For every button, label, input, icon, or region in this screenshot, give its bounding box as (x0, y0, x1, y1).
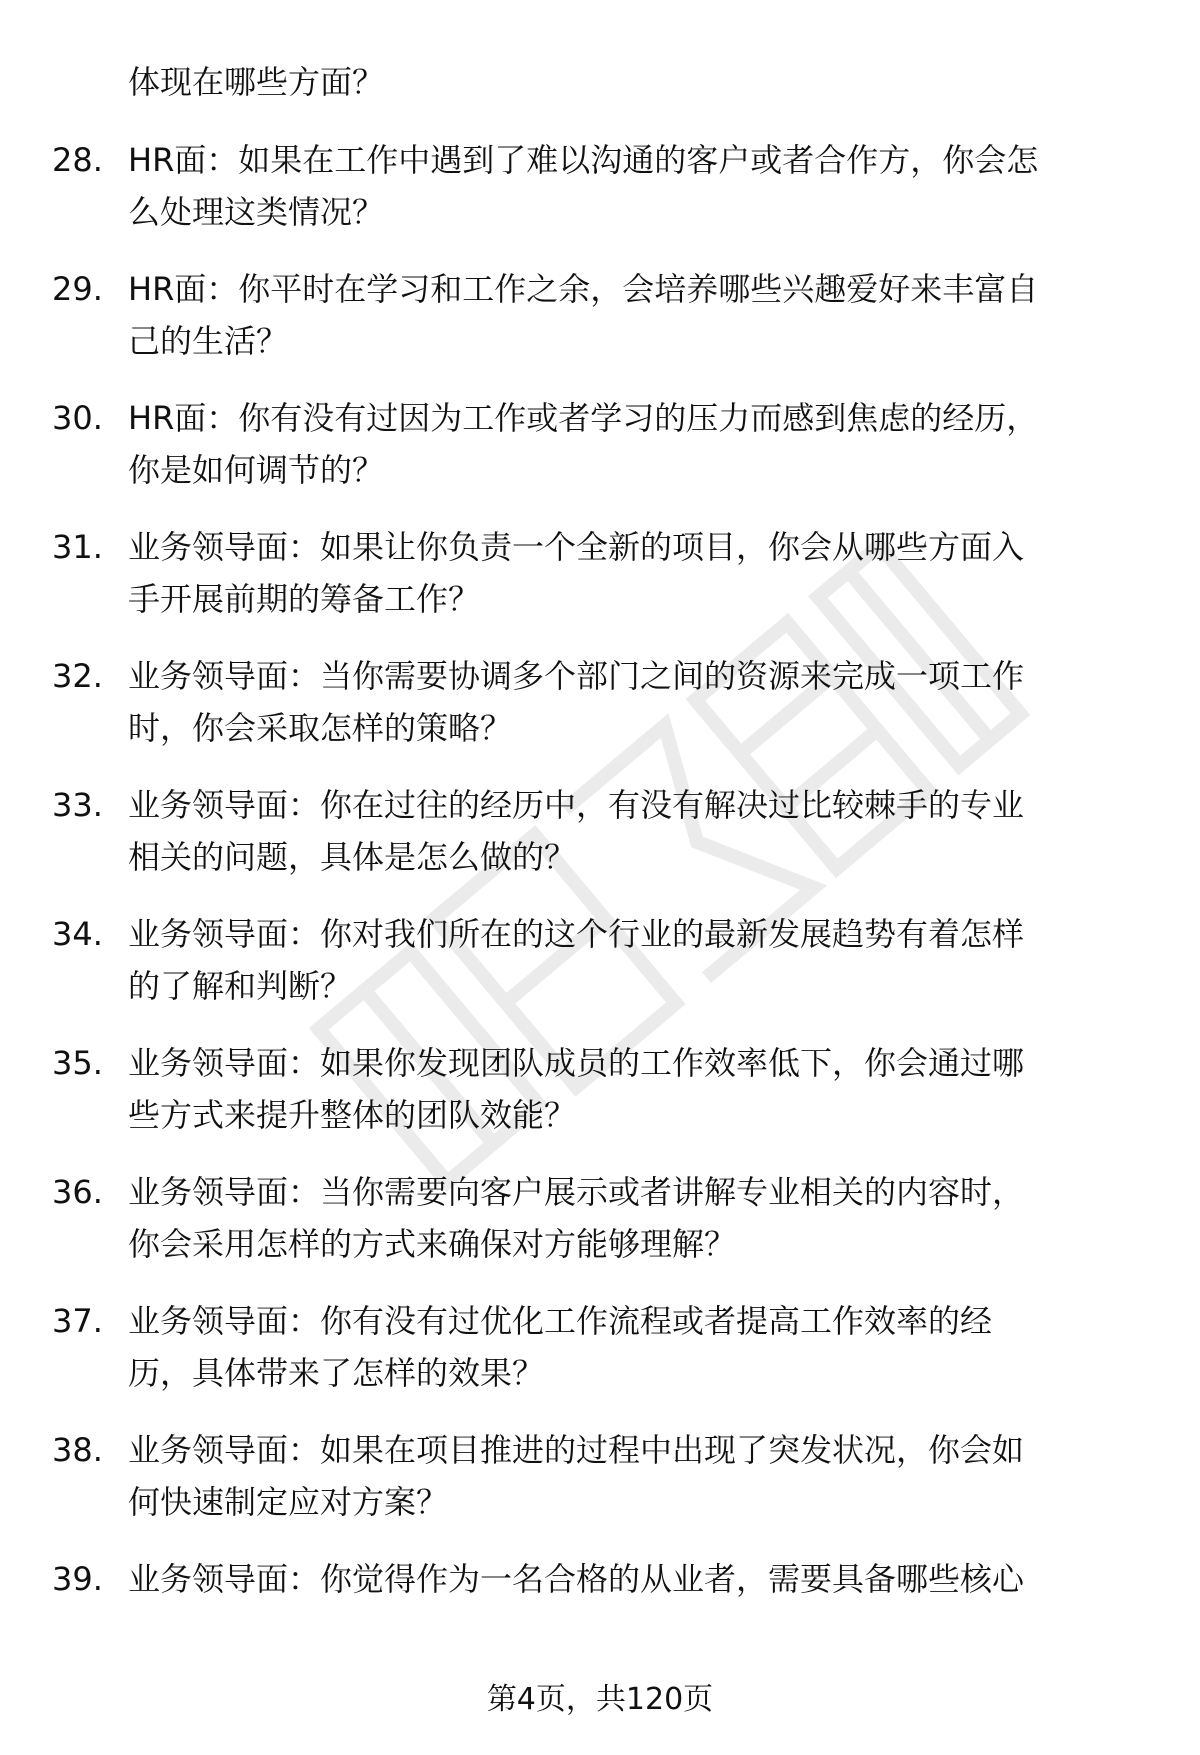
question-item (0, 1295, 1200, 1424)
question-text (128, 779, 1158, 883)
question-line: 么处理这类情况？ (128, 193, 385, 231)
question-item (0, 650, 1200, 779)
question-text (128, 1037, 1158, 1141)
question-line: 你会采用怎样的方式来确保对方能够理解？ (128, 1225, 737, 1263)
question-text (128, 392, 1158, 496)
question-item (0, 779, 1200, 908)
question-line: 业务领导面：当你需要向客户展示或者讲解专业相关的内容时， (128, 1173, 1025, 1211)
question-line: HR面：你有没有过因为工作或者学习的压力而感到焦虑的经历， (128, 399, 1039, 437)
question-line: 业务领导面：当你需要协调多个部门之间的资源来完成一项工作 (128, 657, 1025, 695)
question-line: 业务领导面：你在过往的经历中，有没有解决过比较棘手的专业 (128, 786, 1025, 824)
question-number: 35. (52, 1044, 103, 1082)
question-text (128, 650, 1158, 754)
question-text (128, 521, 1158, 625)
question-line: 的了解和判断？ (128, 967, 353, 1005)
question-item (0, 263, 1200, 392)
question-number: 33. (52, 786, 103, 824)
question-line: 己的生活？ (128, 322, 289, 360)
question-item (0, 521, 1200, 650)
question-line: 些方式来提升整体的团队效能？ (128, 1096, 577, 1134)
question-number: 39. (52, 1560, 103, 1598)
question-line: 何快速制定应对方案？ (128, 1483, 449, 1521)
question-item (0, 1037, 1200, 1166)
question-line: 业务领导面：你觉得作为一名合格的从业者，需要具备哪些核心 (128, 1560, 1025, 1598)
question-text (128, 1553, 1158, 1605)
question-text (128, 1166, 1158, 1270)
page-footer: 第4页，共120页 (486, 1682, 714, 1717)
question-text (128, 1424, 1158, 1528)
question-list (0, 134, 1200, 1682)
question-number: 38. (52, 1431, 103, 1469)
continuation-text: 体现在哪些方面？ (128, 63, 385, 101)
question-line: 手开展前期的筹备工作？ (128, 580, 481, 618)
question-item (0, 908, 1200, 1037)
question-item (0, 1166, 1200, 1295)
question-number: 30. (52, 399, 103, 437)
question-item (0, 134, 1200, 263)
question-item (0, 392, 1200, 521)
question-number: 32. (52, 657, 103, 695)
question-number: 34. (52, 915, 103, 953)
question-line: HR面：如果在工作中遇到了难以沟通的客户或者合作方，你会怎 (128, 141, 1039, 179)
question-line: 时，你会采取怎样的策略？ (128, 709, 513, 747)
question-line: 业务领导面：如果让你负责一个全新的项目，你会从哪些方面入 (128, 528, 1025, 566)
question-line: 你是如何调节的？ (128, 451, 385, 489)
question-number: 29. (52, 270, 103, 308)
question-item (0, 1553, 1200, 1682)
question-line: 业务领导面：如果在项目推进的过程中出现了突发状况，你会如 (128, 1431, 1025, 1469)
question-number: 36. (52, 1173, 103, 1211)
question-text (128, 1295, 1158, 1399)
question-number: 28. (52, 141, 103, 179)
question-line: 业务领导面：如果你发现团队成员的工作效率低下，你会通过哪 (128, 1044, 1025, 1082)
question-line: 业务领导面：你有没有过优化工作流程或者提高工作效率的经 (128, 1302, 993, 1340)
question-line: 相关的问题，具体是怎么做的？ (128, 838, 577, 876)
question-text (128, 134, 1158, 238)
question-line: 业务领导面：你对我们所在的这个行业的最新发展趋势有着怎样 (128, 915, 1025, 953)
question-line: 历，具体带来了怎样的效果？ (128, 1354, 545, 1392)
question-line: HR面：你平时在学习和工作之余，会培养哪些兴趣爱好来丰富自 (128, 270, 1039, 308)
question-text (128, 263, 1158, 367)
question-text (128, 908, 1158, 1012)
question-number: 31. (52, 528, 103, 566)
question-item (0, 1424, 1200, 1553)
question-number: 37. (52, 1302, 103, 1340)
